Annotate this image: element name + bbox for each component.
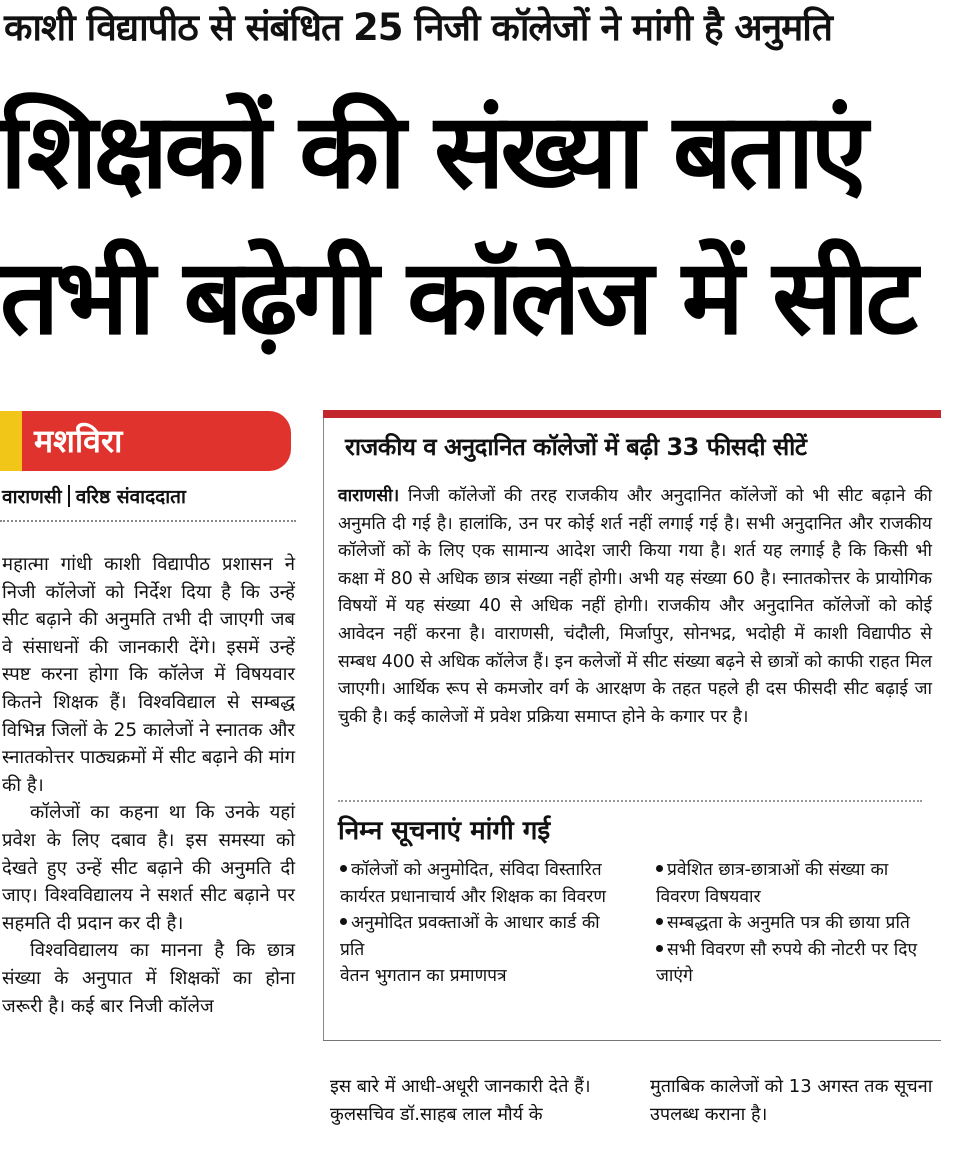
continuation-text-right: मुताबिक कालेजों को 13 अगस्त तक सूचना उपलब्ध कराना है। xyxy=(650,1076,933,1125)
bullet-icon xyxy=(656,945,663,952)
byline-rule xyxy=(0,520,296,522)
headline-line-1: शिक्षकों की संख्या बताएं xyxy=(0,90,864,212)
sidebar-box-top-bar xyxy=(323,410,941,418)
info-list-item: कॉलेजों को अनुमोदित, संविदा विस्तारित कार्यरत प्रधानाचार्य और शिक्षक का विवरण xyxy=(340,860,606,907)
left-article-column xyxy=(2,551,295,1020)
sidebar-box-body xyxy=(338,483,932,731)
left-paragraph-3: विश्वविद्यालय का मानना है कि छात्र संख्या के अनुपात में शिक्षकों का होना जरूरी है। कई बार निजी कॉलेज xyxy=(2,940,295,1017)
kicker-line: काशी विद्यापीठ से संबंधित 25 निजी कॉलेजों ने मांगी है अनुमति xyxy=(4,6,832,49)
info-list-left xyxy=(340,857,625,990)
bullet-icon xyxy=(656,918,663,925)
info-list-item: अनुमोदित प्रवक्ताओं के आधार कार्ड की प्रति xyxy=(340,913,600,960)
sidebar-box-place: वाराणसी। xyxy=(338,486,400,506)
bullet-icon xyxy=(340,865,347,872)
byline xyxy=(2,482,293,512)
headline-line-2: तभी बढ़ेगी कॉलेज में सीट xyxy=(0,236,914,358)
info-list-item: वेतन भुगतान का प्रमाणपत्र xyxy=(340,966,507,986)
info-list-heading: निम्न सूचनाएं मांगी गई xyxy=(338,816,551,846)
left-paragraph-2: कॉलेजों का कहना था कि उनके यहां प्रवेश के लिए दबाव है। इस समस्या को देखते हुए उन्हें सीट बढ़ाने की अनुमति दी जाए। विश्वविद्यालय ने सशर्त सीट बढ़ाने पर सहमति दी प्रदान कर दी है। xyxy=(2,802,295,934)
left-paragraph-1: महात्मा गांधी काशी विद्यापीठ प्रशासन ने निजी कॉलेजों को निर्देश दिया है कि उन्हें सीट बढ़ाने की अनुमति तभी दी जाएगी जब वे संसाधनों की जानकारी देंगे। इसमें उन्हें स्पष्ट करना होगा कि कॉलेज में विषयवार कितने शिक्षक हैं। विश्वविद्याल से सम्बद्ध विभिन्न जिलों के 25 कालेजों ने स्नातक और स्नातकोत्तर पाठ्यक्रमों में सीट बढ़ाने की मांग की है। xyxy=(2,554,295,796)
section-tag: मशविरा xyxy=(34,422,123,460)
byline-author: वरिष्ठ संवाददाता xyxy=(75,486,186,508)
info-list-item: सम्बद्धता के अनुमति पत्र की छाया प्रति xyxy=(656,910,936,937)
sidebar-box-heading: राजकीय व अनुदानित कॉलेजों में बढ़ी 33 फीसदी सीटें xyxy=(345,433,807,461)
byline-separator xyxy=(68,485,70,507)
sidebar-box-divider xyxy=(338,800,922,802)
info-list-right xyxy=(656,857,936,990)
section-tag-accent xyxy=(0,411,22,471)
bullet-icon xyxy=(656,865,663,872)
bullet-icon xyxy=(340,918,347,925)
info-list-item: सभी विवरण सौ रुपये की नोटरी पर दिए जाएंगे xyxy=(656,939,918,986)
continuation-text-middle: इस बारे में आधी-अधूरी जानकारी देते हैं। कुलसचिव डॉ.साहब लाल मौर्य के xyxy=(330,1076,591,1125)
byline-place: वाराणसी xyxy=(2,486,62,508)
sidebar-box-text: निजी कॉलेजों की तरह राजकीय और अनुदानित कॉलेजों को भी सीट बढ़ाने की अनुमति दी गई है। हालांकि, उन पर कोई शर्त नहीं लगाई गई है। सभी अनुदानित और राजकीय कॉलेजों कों के लिए एक सामान्य आदेश जारी किया गया है। शर्त यह लगाई है कि किसी भी कक्षा में 80 से अधिक छात्र संख्या नहीं होगी। अभी यह संख्या 60 है। स्नातकोत्तर के प्रायोगिक विषयों में यह संख्या 40 से अधिक नहीं होगी। राजकीय और अनुदानित कॉलेजों को कोई आवेदन नहीं करना है। वाराणसी, चंदौली, मिर्जापुर, सोनभद्र, भदोही में काशी विद्यापीठ से सम्बध 400 से अधिक कॉलेज हैं। इन कलेजों में सीट संख्या बढ़ने से छात्रों को काफी राहत मिल जाएगी। आर्थिक रूप से कमजोर वर्ग के आरक्षण के तहत पहले ही दस फीसदी सीट बढ़ाई जा चुकी है। कई कालेजों में प्रवेश प्रक्रिया समाप्त होने के कगार पर है। xyxy=(338,486,932,727)
sidebar-box-bottom-rule xyxy=(323,1040,941,1041)
info-list-item: प्रवेशित छात्र-छात्राओं की संख्या का विवरण विषयवार xyxy=(656,860,889,907)
